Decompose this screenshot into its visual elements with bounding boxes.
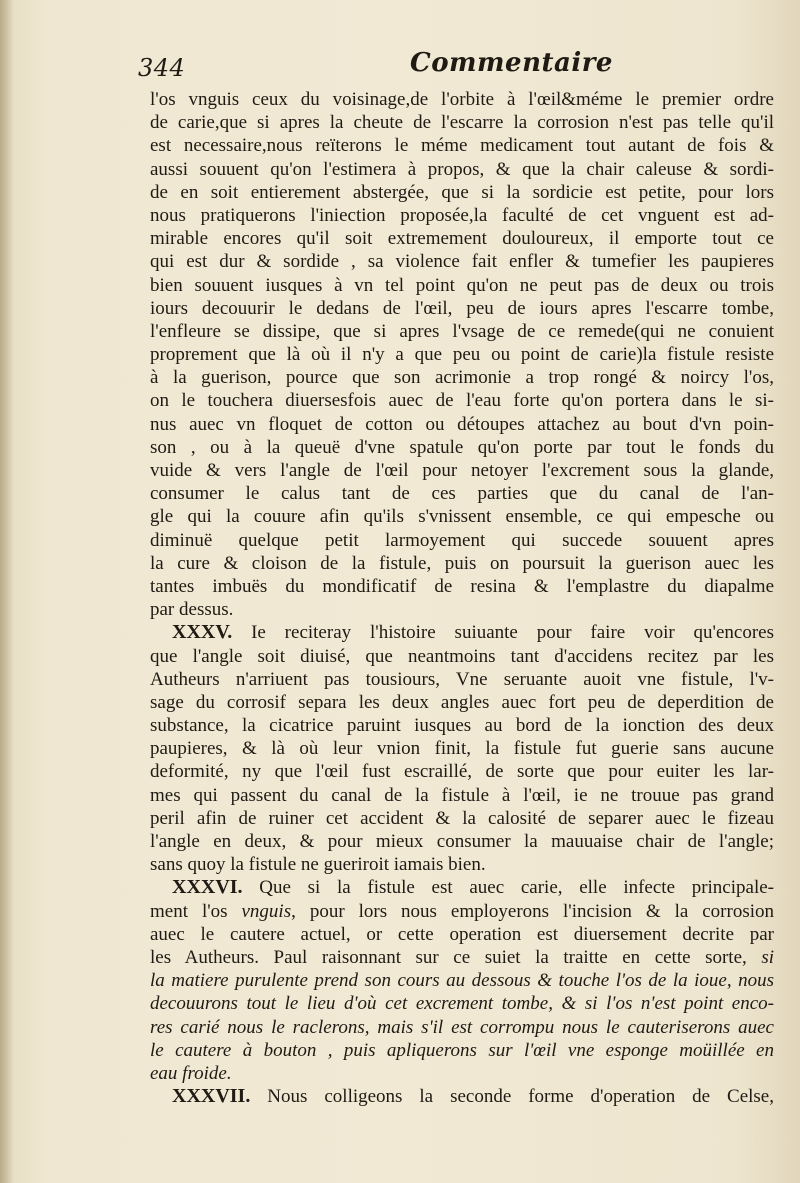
line-text: que l'angle soit diuisé, que neantmoins tant d'accidens recitez par les [150,645,774,667]
text-line [150,436,774,459]
line-text: mirable encores qu'il soit extremement douloureux, il emporte tout ce [150,228,774,250]
line-text: substance, la cicatrice paruint iusques au bord de la ionction des deux [150,715,774,737]
text-line [150,807,774,830]
text-line [150,459,774,482]
line-text: de carie,que si apres la cheute de l'escarre la corrosion n'est pas telle qu'il [150,112,774,134]
text-line [150,1062,774,1085]
text-line [150,111,774,134]
line-text: gle qui la couure afin qu'ils s'vnissent ensemble, ce qui empesche ou [150,506,774,528]
line-text: par dessus. [150,599,234,621]
text-line [150,181,774,204]
text-line [150,900,774,923]
line-text: est necessaire,nous reïterons le méme medicament tout autant de fois & [150,135,774,157]
italic-text: vnguis [241,900,292,922]
line-text: le cautere à bouton , puis apliquerons sur l'œil vne esponge moüillée en [150,1039,774,1061]
text-line [150,668,774,691]
line-text: son , ou à la queuë d'vne spatule qu'on porte par tout le fonds du [150,436,774,458]
section-number: XXXVII. [172,1085,251,1108]
text-line [150,645,774,668]
text-line [150,992,774,1015]
line-text: mes qui passent du canal de la fistule à l'œil, ie ne trouue pas grand [150,784,774,806]
line-text: à la guerison, pource que son acrimonie a trop rongé & noircy l'os, [150,367,774,389]
running-title: Commentaire [410,48,613,78]
line-text: nus auec vn floquet de cotton ou détoupes attachez au bout d'vn poin- [150,413,774,435]
line-text: de en soit entierement abstergée, que si la sordicie est petite, pour lors [150,181,774,203]
line-text: vuide & vers l'angle de l'œil pour netoyer l'excrement sous la glande, [150,460,774,481]
text-line [150,482,774,505]
text-line [150,297,774,320]
italic-text: si [761,946,774,968]
line-text: l'os vnguis ceux du voisinage,de l'orbite à l'œil&méme le premier ordre [150,89,774,110]
line-text: Que si la fistule est auec carie, elle infecte principale- [242,877,774,899]
line-text: ment l'os [150,900,242,922]
text-line [150,1085,774,1108]
text-line [150,714,774,737]
text-line [150,575,774,598]
section-number: XXXV. [172,621,233,644]
text-line [150,853,774,876]
line-text: l'angle en deux, & pour mieux consumer la mauuaise chair de l'angle; [150,831,774,852]
line-text: on le touchera diuersesfois auec de l'eau forte qu'on portera dans le si- [150,390,774,412]
line-text: Autheurs n'arriuent pas tousiours, Vne seruante auoit vne fistule, l'v- [150,668,774,690]
line-text: nous pratiquerons l'iniection proposée,la faculté de cet vnguent est ad- [150,204,774,226]
line-text: bien souuent iusques à vn tel point qu'on ne peut pas de deux ou trois [150,274,774,296]
line-text: iours decouurir le dedans de l'œil, peu de iours apres l'escarre tombe, [150,297,774,319]
text-line [150,134,774,157]
line-text: consumer le calus tant de ces parties que du canal de l'an- [150,483,774,505]
text-line [150,1016,774,1039]
text-line [150,366,774,389]
line-text: tantes imbuës du mondificatif de resina & l'emplastre du diapalme [150,575,774,597]
text-line [150,250,774,273]
text-line [150,88,774,111]
line-text: la matiere purulente prend son cours au dessous & touche l'os de la ioue, nous [150,970,774,992]
running-head [138,48,774,86]
text-line [150,737,774,760]
text-line [150,227,774,250]
line-text: Nous colligeons la seconde forme d'operation de Celse, [250,1086,774,1108]
text-line [150,389,774,412]
text-line [150,158,774,181]
line-text: Ie reciteray l'histoire suiuante pour faire voir qu'encores [232,622,774,644]
text-line [150,529,774,552]
text-line [150,274,774,297]
line-text: decouurons tout le lieu d'où cet excrement tombe, & si l'os n'est point enco- [150,993,774,1015]
line-text: eau froide. [150,1062,232,1084]
text-line [150,413,774,436]
line-text: paupieres, & là où leur vnion finit, la fistule fut guerie sans aucune [150,738,774,760]
line-text: sage du corrosif separa les deux angles auec fort peu de deperdition de [150,691,774,713]
text-line [150,343,774,366]
text-line [150,946,774,969]
line-text: sans quoy la fistule ne gueriroit iamais bien. [150,854,486,876]
text-line [150,621,774,644]
line-text: peril afin de ruiner cet accident & la calosité de separer auec le fizeau [150,807,774,829]
text-line [150,505,774,528]
section-number: XXXVI. [172,876,243,899]
text-line [150,598,774,621]
text-line [150,760,774,783]
text-line [150,1039,774,1062]
line-text: res carié nous le raclerons, mais s'il est corrompu nous le cauteriserons auec [150,1016,774,1038]
text-line [150,691,774,714]
text-line [150,784,774,807]
page-number: 344 [138,54,186,82]
line-text: les Autheurs. Paul raisonnant sur ce suiet la traitte en cette sorte, [150,946,762,968]
line-text: deformité, ny que l'œil fust escraillé, de sorte que pour euiter les lar- [150,761,774,783]
line-text: proprement que là où il n'y a que peu ou point de carie)la fistule resiste [150,344,774,366]
line-text: la cure & cloison de la fistule, puis on poursuit la guerison auec les [150,552,774,574]
text-line [150,320,774,343]
line-text: diminuë quelque petit larmoyement qui succede souuent apres [150,529,774,551]
text-line [150,204,774,227]
line-text: qui est dur & sordide , sa violence fait enfler & tumefier les paupieres [150,251,774,273]
line-text-after: , pour lors nous employerons l'incision & la corrosion [291,900,774,922]
line-text: aussi souuent qu'on l'estimera à propos, & que la chair caleuse & sordi- [150,158,774,180]
text-line [150,923,774,946]
body-text [150,88,774,1108]
text-line [150,830,774,853]
text-line [150,876,774,899]
text-line [150,969,774,992]
line-text: auec le cautere actuel, or cette operation est diuersement decrite par [150,923,774,945]
text-line [150,552,774,575]
line-text: l'enfleure se dissipe, que si apres l'vsage de ce remede(qui ne conuient [150,320,774,342]
